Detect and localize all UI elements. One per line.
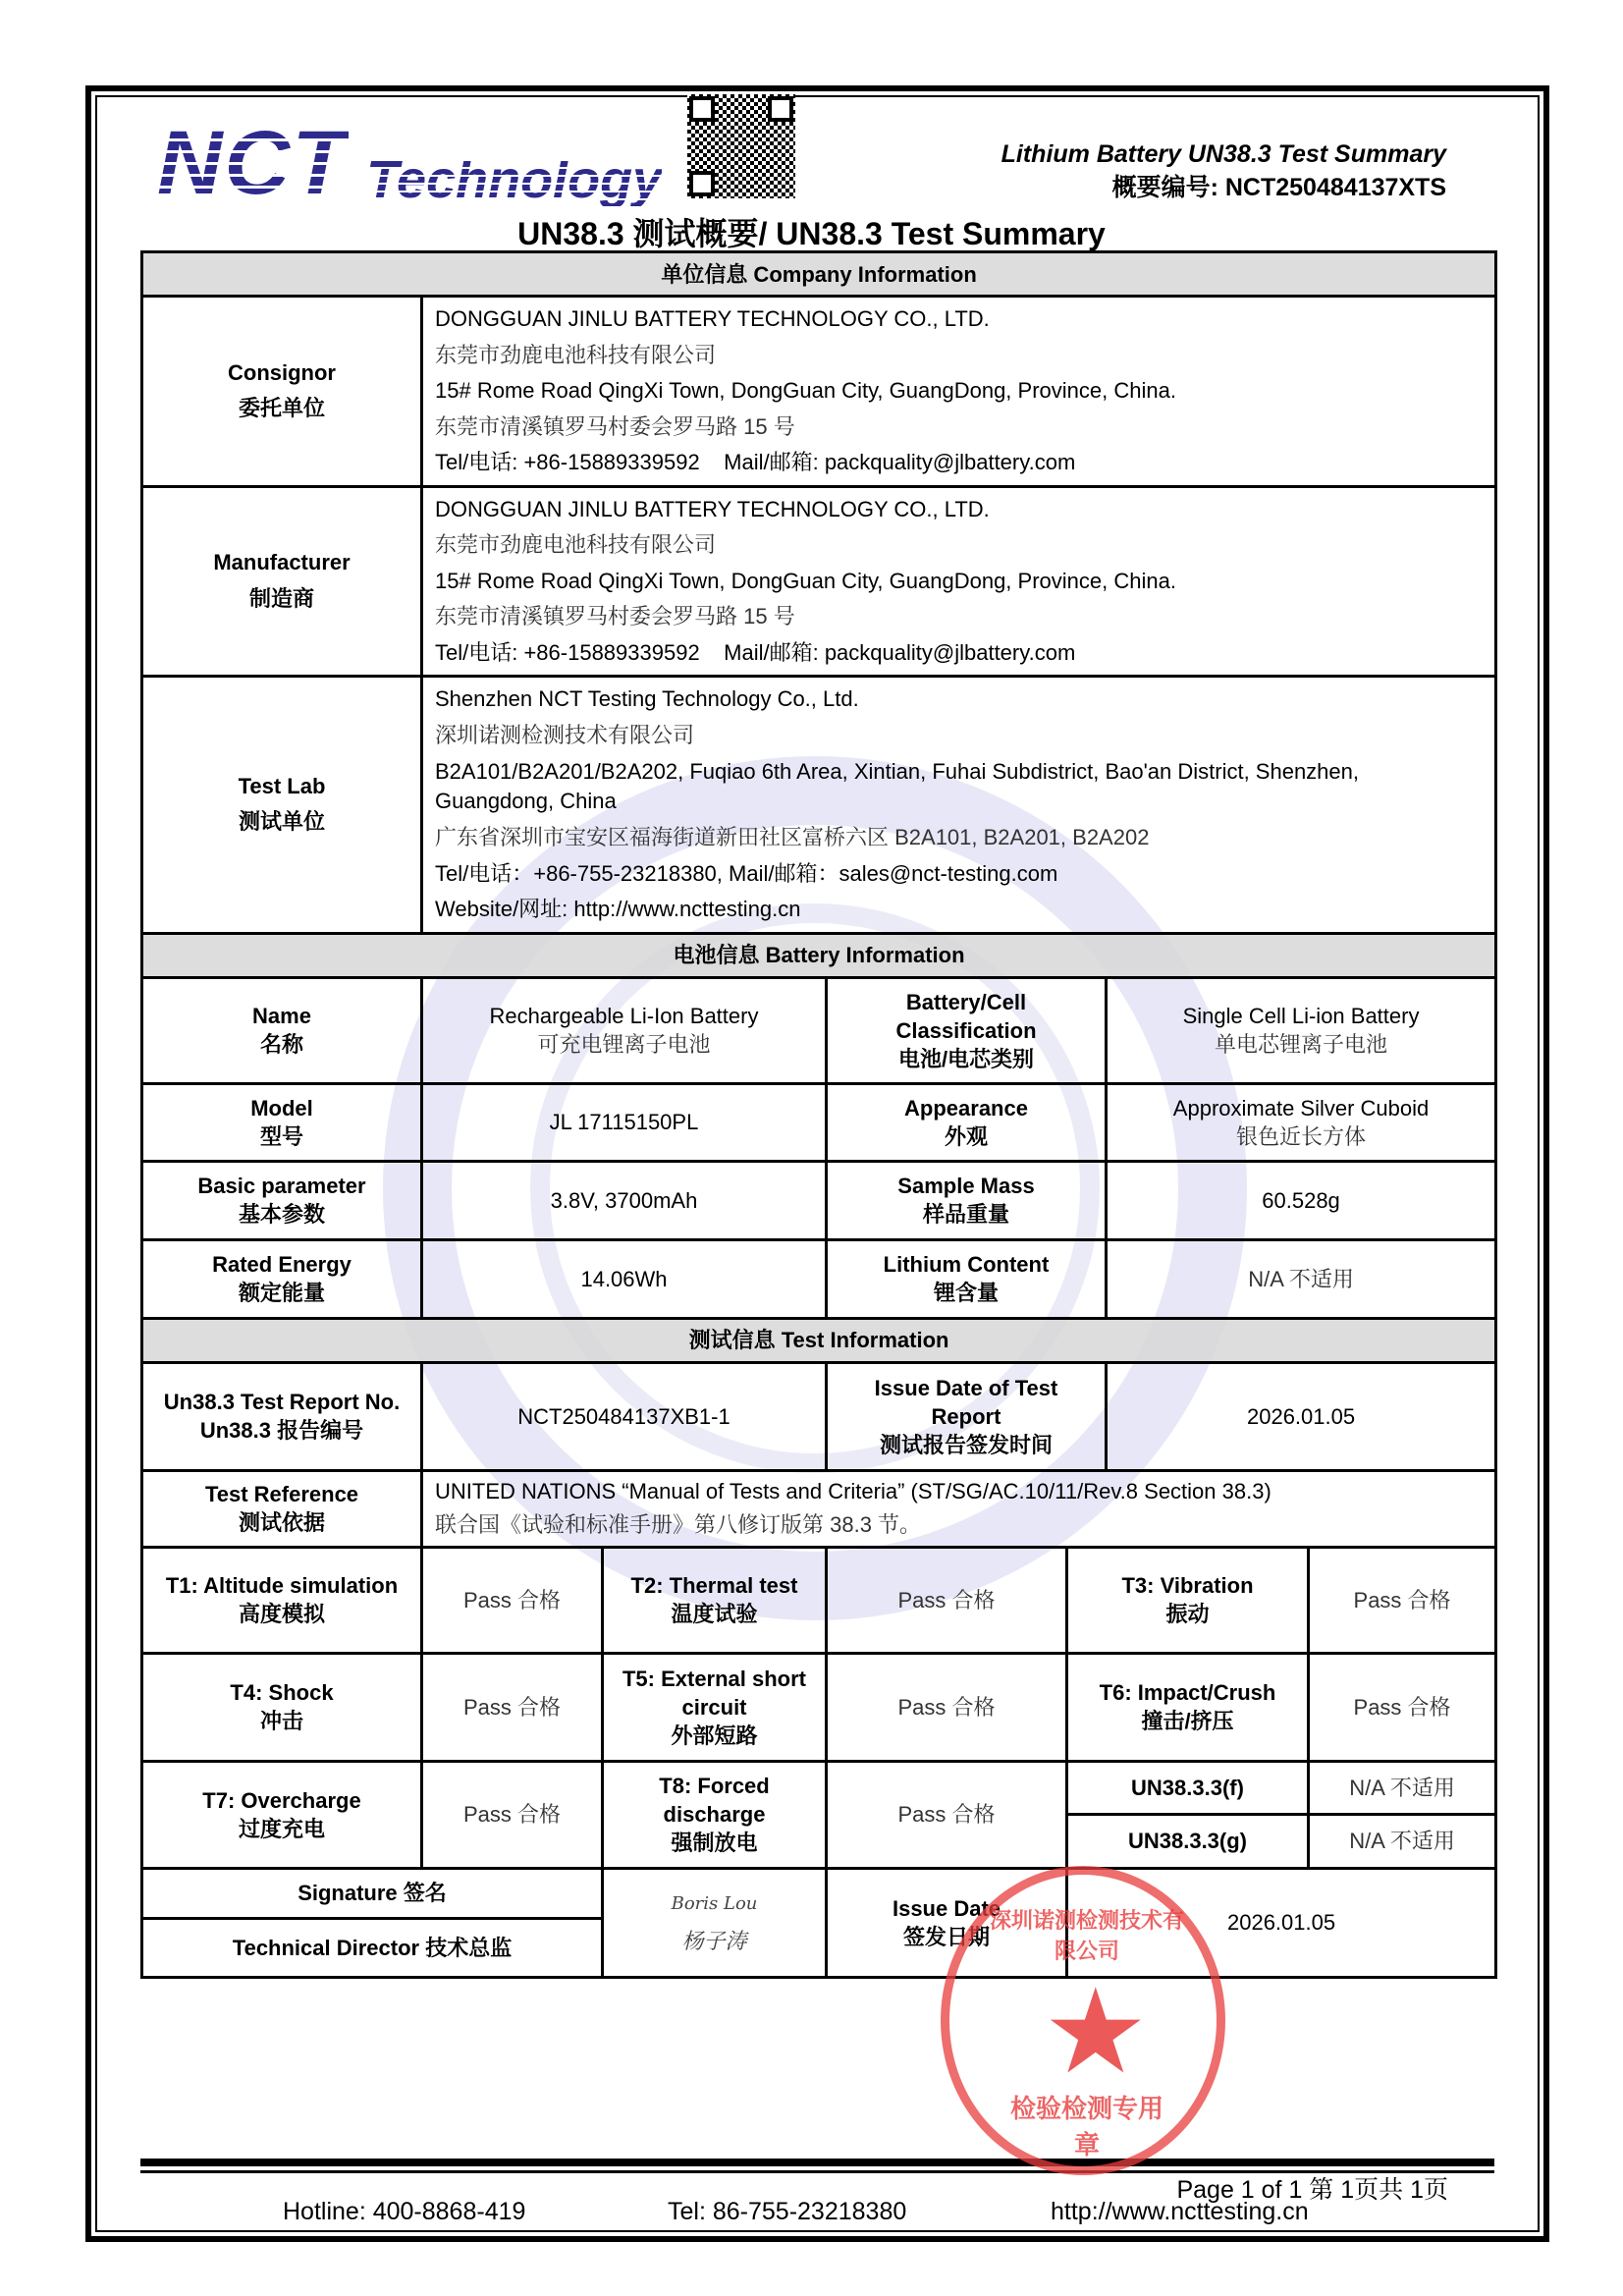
test-t7-label: T7: Overcharge 过度充电 — [142, 1761, 422, 1868]
report-number-value: NCT250484137XB1-1 — [422, 1362, 827, 1470]
test-t5-result: Pass 合格 — [827, 1653, 1067, 1761]
test-t3-label: T3: Vibration 振动 — [1067, 1547, 1309, 1653]
header-info — [1001, 137, 1446, 204]
test-t2-result: Pass 合格 — [827, 1547, 1067, 1653]
issue-date-of-report-value: 2026.01.05 — [1107, 1362, 1496, 1470]
document-type: Lithium Battery UN38.3 Test Summary — [1001, 140, 1446, 168]
consignor-details: DONGGUAN JINLU BATTERY TECHNOLOGY CO., LTD. 东莞市劲鹿电池科技有限公司 15# Rome Road QingXi Town, DongGuan City, GuangDong, Province, China. 东莞市清溪镇罗马村委会罗马路 15 号 Tel/电话: +86-15889339592 Mail/邮箱: packquality@jlbattery.com — [422, 297, 1496, 487]
page-number: Page 1 of 1 第 1页共 1页 — [1176, 2176, 1448, 2204]
appearance-label: Appearance 外观 — [827, 1083, 1107, 1161]
test-t4-result: Pass 合格 — [422, 1653, 603, 1761]
sample-mass-value: 60.528g — [1107, 1161, 1496, 1239]
basic-parameter-label: Basic parameter 基本参数 — [142, 1161, 422, 1239]
stamp-purpose: 检验检测专用章 — [1009, 2094, 1163, 2159]
section-battery-information: 电池信息 Battery Information — [142, 933, 1496, 977]
summary-number — [1001, 171, 1446, 204]
footer-website[interactable]: http://www.ncttesting.cn — [1051, 2198, 1309, 2225]
manufacturer-details: DONGGUAN JINLU BATTERY TECHNOLOGY CO., LTD. 东莞市劲鹿电池科技有限公司 15# Rome Road QingXi Town, DongGuan City, GuangDong, Province, China. 东莞市清溪镇罗马村委会罗马路 15 号 Tel/电话: +86-15889339592 Mail/邮箱: packquality@jlbattery.com — [422, 486, 1496, 677]
classification-value: Single Cell Li-ion Battery 单电芯锂离子电池 — [1107, 977, 1496, 1083]
test-reference-value: UNITED NATIONS “Manual of Tests and Criteria” (ST/SG/AC.10/11/Rev.8 Section 38.3) 联合国《试验和标准手册》第八修订版第 38.3 节。 — [422, 1470, 1496, 1547]
section-test-information: 测试信息 Test Information — [142, 1318, 1496, 1362]
model-value: JL 17115150PL — [422, 1083, 827, 1161]
test-t1-label: T1: Altitude simulation 高度模拟 — [142, 1547, 422, 1653]
test-lab-label: Test Lab 测试单位 — [142, 677, 422, 934]
test-t7-result: Pass 合格 — [422, 1761, 603, 1868]
issue-date-of-report-label: Issue Date of Test Report 测试报告签发时间 — [827, 1362, 1107, 1470]
manufacturer-label: Manufacturer 制造商 — [142, 486, 422, 677]
star-icon: ★ — [1043, 1966, 1149, 2098]
signature-2: 杨子涛 — [681, 1929, 747, 1954]
logo-technology-text: Technology — [366, 150, 663, 209]
lithium-content-value: N/A 不适用 — [1107, 1239, 1496, 1318]
summary-number-label: 概要编号: — [1111, 174, 1218, 201]
test-t5-label: T5: External short circuit 外部短路 — [603, 1653, 827, 1761]
footer-tel: Tel: 86-755-23218380 — [668, 2198, 907, 2225]
classification-label: Battery/Cell Classification 电池/电芯类别 — [827, 977, 1107, 1083]
footer-hotline: Hotline: 400-8868-419 — [283, 2198, 526, 2225]
name-label: Name 名称 — [142, 977, 422, 1083]
consignor-label: Consignor 委托单位 — [142, 297, 422, 487]
lithium-content-label: Lithium Content 锂含量 — [827, 1239, 1107, 1318]
signature-image — [603, 1868, 827, 1977]
section-company-information: 单位信息 Company Information — [142, 252, 1496, 297]
appearance-value: Approximate Silver Cuboid 银色近长方体 — [1107, 1083, 1496, 1161]
test-t4-label: T4: Shock 冲击 — [142, 1653, 422, 1761]
rated-energy-value: 14.06Wh — [422, 1239, 827, 1318]
qr-code-icon — [687, 94, 795, 198]
test-t2-label: T2: Thermal test 温度试验 — [603, 1547, 827, 1653]
test-f-result: N/A 不适用 — [1309, 1761, 1496, 1814]
issue-date-value: 2026.01.05 — [1067, 1868, 1496, 1977]
signature-1: Boris Lou — [671, 1892, 758, 1914]
report-number-label: Un38.3 Test Report No. Un38.3 报告编号 — [142, 1362, 422, 1470]
test-g-label: UN38.3.3(g) — [1067, 1814, 1309, 1868]
name-value: Rechargeable Li-Ion Battery 可充电锂离子电池 — [422, 977, 827, 1083]
stamp-company-name: 深圳诺测检测技术有限公司 — [989, 1908, 1184, 1963]
model-label: Model 型号 — [142, 1083, 422, 1161]
test-t6-result: Pass 合格 — [1309, 1653, 1496, 1761]
page-title: UN38.3 测试概要/ UN38.3 Test Summary — [517, 216, 1106, 251]
basic-parameter-value: 3.8V, 3700mAh — [422, 1161, 827, 1239]
summary-number-value: NCT250484137XTS — [1224, 174, 1446, 201]
issue-date-label: Issue Date 签发日期 — [827, 1868, 1067, 1977]
nct-logo — [157, 110, 663, 213]
rated-energy-label: Rated Energy 额定能量 — [142, 1239, 422, 1318]
footer-divider — [140, 2159, 1494, 2166]
test-t6-label: T6: Impact/Crush 撞击/挤压 — [1067, 1653, 1309, 1761]
technical-director-label: Technical Director 技术总监 — [142, 1918, 603, 1977]
signature-label: Signature 签名 — [142, 1868, 603, 1918]
sample-mass-label: Sample Mass 样品重量 — [827, 1161, 1107, 1239]
test-lab-details: Shenzhen NCT Testing Technology Co., Ltd. 深圳诺测检测技术有限公司 B2A101/B2A201/B2A202, Fuqiao 6th Area, Xintian, Fuhai Subdistrict, Bao'an District, Shenzhen, Guangdong, China 广东省深圳市宝安区福海街道新田社区富桥六区 B2A101, B2A201, B2A202 Tel/电话：+86-755-23218380, Mail/邮箱：sales@nct-testing.com Website/网址: http://www.ncttesting.cn — [422, 677, 1496, 934]
test-g-result: N/A 不适用 — [1309, 1814, 1496, 1868]
test-t3-result: Pass 合格 — [1309, 1547, 1496, 1653]
logo-nct-text: NCT — [157, 113, 350, 213]
summary-table — [140, 250, 1497, 1979]
test-f-label: UN38.3.3(f) — [1067, 1761, 1309, 1814]
test-t1-result: Pass 合格 — [422, 1547, 603, 1653]
test-t8-label: T8: Forced discharge 强制放电 — [603, 1761, 827, 1868]
test-reference-label: Test Reference 测试依据 — [142, 1470, 422, 1547]
test-t8-result: Pass 合格 — [827, 1761, 1067, 1868]
